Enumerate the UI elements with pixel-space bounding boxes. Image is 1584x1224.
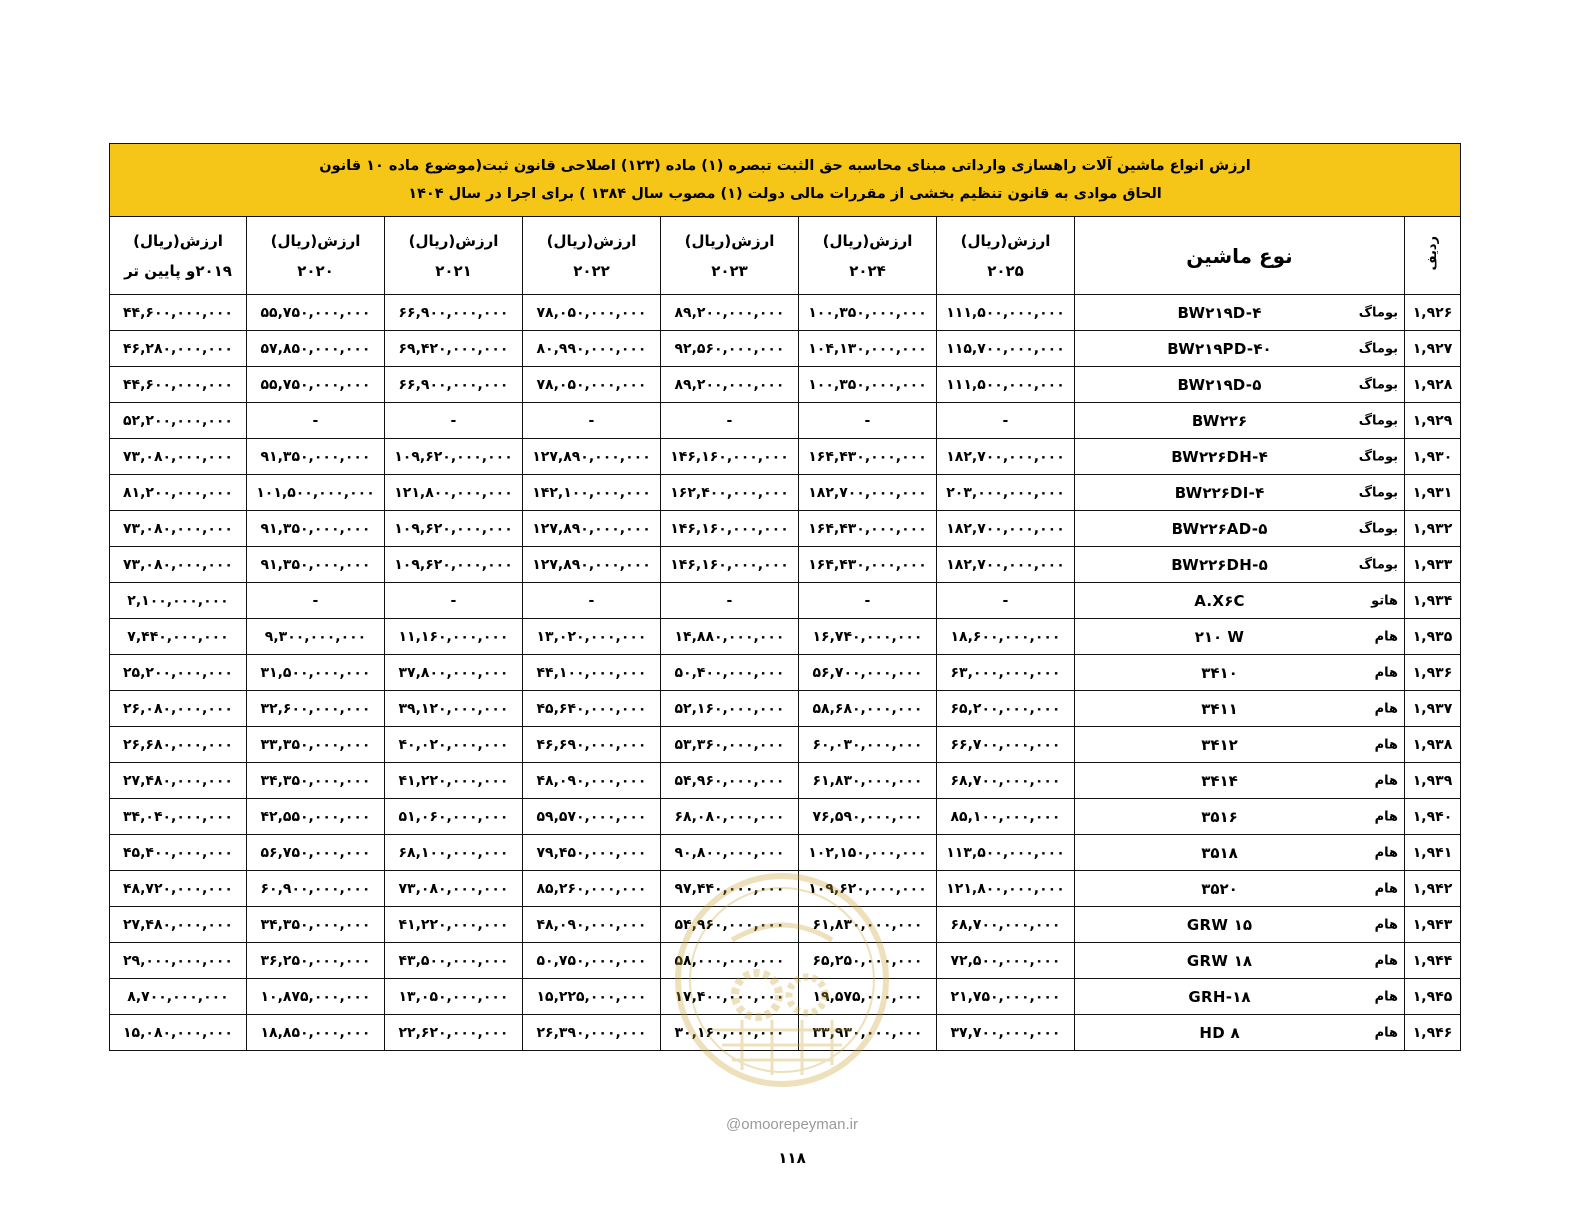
machine-brand: هام <box>1374 701 1398 716</box>
value-cell: ۱۶۴,۴۳۰,۰۰۰,۰۰۰ <box>799 439 937 475</box>
machine-type-cell <box>1075 1015 1405 1051</box>
value-cell: ۹۰,۸۰۰,۰۰۰,۰۰۰ <box>661 835 799 871</box>
row-index: ۱,۹۴۳ <box>1405 907 1461 943</box>
value-cell: ۹۱,۳۵۰,۰۰۰,۰۰۰ <box>247 547 385 583</box>
header-row <box>110 217 1461 295</box>
machine-brand: بوماگ <box>1358 377 1398 392</box>
header-year-2025: ارزش(ریال) ۲۰۲۵ <box>937 217 1075 295</box>
table-row <box>110 295 1461 331</box>
machine-brand: بوماگ <box>1358 521 1398 536</box>
value-cell: ۱۱,۱۶۰,۰۰۰,۰۰۰ <box>385 619 523 655</box>
value-cell: ۹۱,۳۵۰,۰۰۰,۰۰۰ <box>247 439 385 475</box>
value-cell: ۶۶,۹۰۰,۰۰۰,۰۰۰ <box>385 367 523 403</box>
header-year-2019-and-below: ارزش(ریال) ۲۰۱۹و پایین تر <box>110 217 247 295</box>
value-cell: ۱۱۳,۵۰۰,۰۰۰,۰۰۰ <box>937 835 1075 871</box>
value-cell: ۱۸,۶۰۰,۰۰۰,۰۰۰ <box>937 619 1075 655</box>
machine-type-cell <box>1075 439 1405 475</box>
value-cell: ۱۰۴,۱۳۰,۰۰۰,۰۰۰ <box>799 331 937 367</box>
value-cell: ۴۴,۶۰۰,۰۰۰,۰۰۰ <box>110 367 247 403</box>
header-year-2021: ارزش(ریال) ۲۰۲۱ <box>385 217 523 295</box>
value-cell: ۴۱,۲۲۰,۰۰۰,۰۰۰ <box>385 763 523 799</box>
table-row <box>110 691 1461 727</box>
row-index: ۱,۹۳۷ <box>1405 691 1461 727</box>
value-cell: ۱۲۱,۸۰۰,۰۰۰,۰۰۰ <box>937 871 1075 907</box>
table-row <box>110 439 1461 475</box>
header-year-2020: ارزش(ریال) ۲۰۲۰ <box>247 217 385 295</box>
value-cell: ۵۸,۶۸۰,۰۰۰,۰۰۰ <box>799 691 937 727</box>
value-cell: ۳۱,۵۰۰,۰۰۰,۰۰۰ <box>247 655 385 691</box>
value-cell: - <box>247 583 385 619</box>
machine-model: ۳۴۱۲ <box>1201 735 1238 754</box>
machine-model: ۲۱۰ W <box>1194 627 1245 646</box>
value-cell: - <box>799 403 937 439</box>
value-cell: ۳۷,۸۰۰,۰۰۰,۰۰۰ <box>385 655 523 691</box>
row-index: ۱,۹۴۱ <box>1405 835 1461 871</box>
value-cell: ۶۸,۰۸۰,۰۰۰,۰۰۰ <box>661 799 799 835</box>
row-index: ۱,۹۲۹ <box>1405 403 1461 439</box>
value-cell: ۲,۱۰۰,۰۰۰,۰۰۰ <box>110 583 247 619</box>
value-cell: ۶۸,۷۰۰,۰۰۰,۰۰۰ <box>937 907 1075 943</box>
page-number: ۱۱۸ <box>778 1149 806 1167</box>
machine-type-cell <box>1075 619 1405 655</box>
value-cell: ۱۲۷,۸۹۰,۰۰۰,۰۰۰ <box>523 511 661 547</box>
table-row <box>110 403 1461 439</box>
value-cell: ۷۸,۰۵۰,۰۰۰,۰۰۰ <box>523 295 661 331</box>
machine-model: BW۲۲۶ <box>1191 411 1248 430</box>
value-cell: ۵۴,۹۶۰,۰۰۰,۰۰۰ <box>661 763 799 799</box>
row-index: ۱,۹۳۳ <box>1405 547 1461 583</box>
machine-brand: بوماگ <box>1358 449 1398 464</box>
machine-type-cell <box>1075 943 1405 979</box>
machine-type-cell <box>1075 403 1405 439</box>
value-cell: ۲۹,۰۰۰,۰۰۰,۰۰۰ <box>110 943 247 979</box>
machine-brand: هام <box>1374 881 1398 896</box>
table-row <box>110 583 1461 619</box>
value-cell: ۳۷,۷۰۰,۰۰۰,۰۰۰ <box>937 1015 1075 1051</box>
value-cell: - <box>523 403 661 439</box>
value-cell: ۷۹,۴۵۰,۰۰۰,۰۰۰ <box>523 835 661 871</box>
value-cell: ۴۳,۵۰۰,۰۰۰,۰۰۰ <box>385 943 523 979</box>
table-row <box>110 799 1461 835</box>
value-cell: ۴۶,۶۹۰,۰۰۰,۰۰۰ <box>523 727 661 763</box>
value-cell: ۱۴۶,۱۶۰,۰۰۰,۰۰۰ <box>661 547 799 583</box>
table-row <box>110 511 1461 547</box>
row-index: ۱,۹۲۶ <box>1405 295 1461 331</box>
value-cell: ۷۲,۵۰۰,۰۰۰,۰۰۰ <box>937 943 1075 979</box>
machine-type-cell <box>1075 835 1405 871</box>
value-cell: ۴۶,۲۸۰,۰۰۰,۰۰۰ <box>110 331 247 367</box>
row-index: ۱,۹۳۵ <box>1405 619 1461 655</box>
machine-model: BW۲۲۶DH-۴ <box>1171 447 1268 466</box>
value-cell: ۱۰۰,۳۵۰,۰۰۰,۰۰۰ <box>799 367 937 403</box>
machine-type-cell <box>1075 979 1405 1015</box>
value-cell: ۶۳,۰۰۰,۰۰۰,۰۰۰ <box>937 655 1075 691</box>
value-cell: ۵۶,۷۰۰,۰۰۰,۰۰۰ <box>799 655 937 691</box>
machine-model: BW۲۲۶DI-۴ <box>1174 483 1265 502</box>
table-body <box>110 295 1461 1051</box>
value-cell: ۶۶,۹۰۰,۰۰۰,۰۰۰ <box>385 295 523 331</box>
machine-type-cell <box>1075 547 1405 583</box>
value-cell: ۲۲,۶۲۰,۰۰۰,۰۰۰ <box>385 1015 523 1051</box>
value-cell: ۶۹,۴۲۰,۰۰۰,۰۰۰ <box>385 331 523 367</box>
table-title <box>110 144 1461 217</box>
value-cell: ۵۰,۷۵۰,۰۰۰,۰۰۰ <box>523 943 661 979</box>
value-cell: ۵۵,۷۵۰,۰۰۰,۰۰۰ <box>247 367 385 403</box>
machine-model: ۳۴۱۴ <box>1201 771 1238 790</box>
row-index: ۱,۹۲۸ <box>1405 367 1461 403</box>
value-cell: - <box>799 583 937 619</box>
value-cell: ۹,۳۰۰,۰۰۰,۰۰۰ <box>247 619 385 655</box>
value-cell: ۲۵,۲۰۰,۰۰۰,۰۰۰ <box>110 655 247 691</box>
table-row <box>110 835 1461 871</box>
machine-model: BW۲۱۹D-۴ <box>1177 303 1262 322</box>
value-cell: ۴۸,۰۹۰,۰۰۰,۰۰۰ <box>523 763 661 799</box>
value-cell: ۶۶,۷۰۰,۰۰۰,۰۰۰ <box>937 727 1075 763</box>
value-cell: ۱۸۲,۷۰۰,۰۰۰,۰۰۰ <box>937 511 1075 547</box>
row-index: ۱,۹۳۰ <box>1405 439 1461 475</box>
value-cell: ۱۶,۷۴۰,۰۰۰,۰۰۰ <box>799 619 937 655</box>
value-cell: ۴۰,۰۲۰,۰۰۰,۰۰۰ <box>385 727 523 763</box>
machine-brand: هام <box>1374 1025 1398 1040</box>
value-cell: ۵۵,۷۵۰,۰۰۰,۰۰۰ <box>247 295 385 331</box>
value-cell: ۵۳,۳۶۰,۰۰۰,۰۰۰ <box>661 727 799 763</box>
value-cell: ۲۶,۶۸۰,۰۰۰,۰۰۰ <box>110 727 247 763</box>
machine-brand: هام <box>1374 665 1398 680</box>
value-cell: ۱۰۹,۶۲۰,۰۰۰,۰۰۰ <box>385 439 523 475</box>
value-cell: ۱۸۲,۷۰۰,۰۰۰,۰۰۰ <box>937 439 1075 475</box>
value-cell: ۲۷,۴۸۰,۰۰۰,۰۰۰ <box>110 907 247 943</box>
row-index: ۱,۹۴۶ <box>1405 1015 1461 1051</box>
value-cell: ۱۵,۰۸۰,۰۰۰,۰۰۰ <box>110 1015 247 1051</box>
table-row <box>110 871 1461 907</box>
value-cell: ۳۲,۶۰۰,۰۰۰,۰۰۰ <box>247 691 385 727</box>
value-cell: ۱۱۱,۵۰۰,۰۰۰,۰۰۰ <box>937 367 1075 403</box>
header-machine-type: نوع ماشین <box>1075 217 1405 295</box>
value-cell: ۴۵,۶۴۰,۰۰۰,۰۰۰ <box>523 691 661 727</box>
value-cell: ۵۹,۵۷۰,۰۰۰,۰۰۰ <box>523 799 661 835</box>
machine-type-cell <box>1075 799 1405 835</box>
value-cell: ۳۴,۳۵۰,۰۰۰,۰۰۰ <box>247 763 385 799</box>
value-cell: ۱۶۲,۴۰۰,۰۰۰,۰۰۰ <box>661 475 799 511</box>
value-cell: ۸۵,۲۶۰,۰۰۰,۰۰۰ <box>523 871 661 907</box>
value-cell: - <box>385 403 523 439</box>
value-cell: ۵۱,۰۶۰,۰۰۰,۰۰۰ <box>385 799 523 835</box>
value-cell: ۱۰۹,۶۲۰,۰۰۰,۰۰۰ <box>385 547 523 583</box>
value-cell: ۱۷,۴۰۰,۰۰۰,۰۰۰ <box>661 979 799 1015</box>
value-cell: ۶۰,۹۰۰,۰۰۰,۰۰۰ <box>247 871 385 907</box>
value-cell: ۱۹,۵۷۵,۰۰۰,۰۰۰ <box>799 979 937 1015</box>
machine-model: BW۲۱۹PD-۴۰ <box>1167 339 1272 358</box>
value-cell: ۹۷,۴۴۰,۰۰۰,۰۰۰ <box>661 871 799 907</box>
value-cell: ۷۳,۰۸۰,۰۰۰,۰۰۰ <box>110 439 247 475</box>
value-cell: ۶۱,۸۳۰,۰۰۰,۰۰۰ <box>799 763 937 799</box>
value-cell: ۴۵,۴۰۰,۰۰۰,۰۰۰ <box>110 835 247 871</box>
machine-brand: هام <box>1374 629 1398 644</box>
value-cell: ۱۲۷,۸۹۰,۰۰۰,۰۰۰ <box>523 547 661 583</box>
table-row <box>110 331 1461 367</box>
machine-model: ۳۴۱۱ <box>1201 699 1238 718</box>
row-index: ۱,۹۲۷ <box>1405 331 1461 367</box>
table-row <box>110 727 1461 763</box>
table-row <box>110 907 1461 943</box>
value-cell: ۱۴۶,۱۶۰,۰۰۰,۰۰۰ <box>661 511 799 547</box>
value-cell: ۶۵,۲۰۰,۰۰۰,۰۰۰ <box>937 691 1075 727</box>
value-cell: ۶۵,۲۵۰,۰۰۰,۰۰۰ <box>799 943 937 979</box>
machine-brand: هام <box>1374 809 1398 824</box>
value-cell: ۸۱,۲۰۰,۰۰۰,۰۰۰ <box>110 475 247 511</box>
machine-brand: بوماگ <box>1358 305 1398 320</box>
value-cell: ۷۶,۵۹۰,۰۰۰,۰۰۰ <box>799 799 937 835</box>
value-cell: ۷۸,۰۵۰,۰۰۰,۰۰۰ <box>523 367 661 403</box>
machine-model: ۳۵۱۸ <box>1201 843 1238 862</box>
value-cell: ۸۰,۹۹۰,۰۰۰,۰۰۰ <box>523 331 661 367</box>
value-cell: ۱۰۰,۳۵۰,۰۰۰,۰۰۰ <box>799 295 937 331</box>
value-cell: ۱۳,۰۵۰,۰۰۰,۰۰۰ <box>385 979 523 1015</box>
machine-type-cell <box>1075 475 1405 511</box>
table-row <box>110 367 1461 403</box>
value-cell: ۳۳,۳۵۰,۰۰۰,۰۰۰ <box>247 727 385 763</box>
value-cell: ۳۳,۹۳۰,۰۰۰,۰۰۰ <box>799 1015 937 1051</box>
row-index: ۱,۹۳۲ <box>1405 511 1461 547</box>
value-cell: - <box>385 583 523 619</box>
machine-model: HD ۸ <box>1199 1023 1240 1042</box>
value-cell: ۵۰,۴۰۰,۰۰۰,۰۰۰ <box>661 655 799 691</box>
value-cell: ۵۷,۸۵۰,۰۰۰,۰۰۰ <box>247 331 385 367</box>
machine-brand: هام <box>1374 845 1398 860</box>
value-cell: ۷۳,۰۸۰,۰۰۰,۰۰۰ <box>110 547 247 583</box>
value-cell: ۱۰۹,۶۲۰,۰۰۰,۰۰۰ <box>799 871 937 907</box>
machine-brand: هاتو <box>1371 593 1398 608</box>
value-cell: ۱۲۷,۸۹۰,۰۰۰,۰۰۰ <box>523 439 661 475</box>
value-cell: ۳۹,۱۲۰,۰۰۰,۰۰۰ <box>385 691 523 727</box>
header-radif: ردیف <box>1405 217 1461 295</box>
value-cell: ۱۴۶,۱۶۰,۰۰۰,۰۰۰ <box>661 439 799 475</box>
machine-model: A.X۶C <box>1194 591 1245 610</box>
table-title-line-1: ارزش انواع ماشین آلات راهسازی وارداتی مبنای محاسبه حق الثبت تبصره (۱) ماده (۱۲۳) اصلاحی قانون ثبت(موضوع ماده ۱۰ قانون <box>319 158 1251 174</box>
value-cell: ۴۱,۲۲۰,۰۰۰,۰۰۰ <box>385 907 523 943</box>
table-row <box>110 943 1461 979</box>
value-cell: ۱۸۲,۷۰۰,۰۰۰,۰۰۰ <box>799 475 937 511</box>
table-row <box>110 763 1461 799</box>
machine-brand: بوماگ <box>1358 485 1398 500</box>
value-cell: ۶۰,۰۳۰,۰۰۰,۰۰۰ <box>799 727 937 763</box>
value-cell: ۱۰۱,۵۰۰,۰۰۰,۰۰۰ <box>247 475 385 511</box>
header-year-2023: ارزش(ریال) ۲۰۲۳ <box>661 217 799 295</box>
value-cell: ۱۰,۸۷۵,۰۰۰,۰۰۰ <box>247 979 385 1015</box>
value-cell: ۳۴,۰۴۰,۰۰۰,۰۰۰ <box>110 799 247 835</box>
value-cell: ۶۸,۱۰۰,۰۰۰,۰۰۰ <box>385 835 523 871</box>
value-cell: ۱۰۲,۱۵۰,۰۰۰,۰۰۰ <box>799 835 937 871</box>
value-cell: ۹۱,۳۵۰,۰۰۰,۰۰۰ <box>247 511 385 547</box>
value-cell: ۵۶,۷۵۰,۰۰۰,۰۰۰ <box>247 835 385 871</box>
value-cell: - <box>937 403 1075 439</box>
value-cell: ۷,۴۴۰,۰۰۰,۰۰۰ <box>110 619 247 655</box>
value-cell: - <box>937 583 1075 619</box>
value-cell: ۱۶۴,۴۳۰,۰۰۰,۰۰۰ <box>799 547 937 583</box>
value-cell: ۴۲,۵۵۰,۰۰۰,۰۰۰ <box>247 799 385 835</box>
machine-brand: هام <box>1374 773 1398 788</box>
value-cell: ۲۶,۰۸۰,۰۰۰,۰۰۰ <box>110 691 247 727</box>
value-cell: ۴۸,۷۲۰,۰۰۰,۰۰۰ <box>110 871 247 907</box>
machine-type-cell <box>1075 367 1405 403</box>
value-cell: ۱۴۲,۱۰۰,۰۰۰,۰۰۰ <box>523 475 661 511</box>
value-cell: ۱۱۵,۷۰۰,۰۰۰,۰۰۰ <box>937 331 1075 367</box>
row-index: ۱,۹۳۹ <box>1405 763 1461 799</box>
machine-brand: بوماگ <box>1358 557 1398 572</box>
machine-model: GRW ۱۵ <box>1186 915 1253 934</box>
value-cell: ۹۲,۵۶۰,۰۰۰,۰۰۰ <box>661 331 799 367</box>
value-cell: ۳۰,۱۶۰,۰۰۰,۰۰۰ <box>661 1015 799 1051</box>
value-cell: ۳۴,۳۵۰,۰۰۰,۰۰۰ <box>247 907 385 943</box>
value-cell: ۴۴,۶۰۰,۰۰۰,۰۰۰ <box>110 295 247 331</box>
table-row <box>110 1015 1461 1051</box>
machine-brand: بوماگ <box>1358 413 1398 428</box>
machine-type-cell <box>1075 727 1405 763</box>
value-cell: ۱۶۴,۴۳۰,۰۰۰,۰۰۰ <box>799 511 937 547</box>
header-year-2024: ارزش(ریال) ۲۰۲۴ <box>799 217 937 295</box>
value-cell: ۶۸,۷۰۰,۰۰۰,۰۰۰ <box>937 763 1075 799</box>
value-cell: ۱۰۹,۶۲۰,۰۰۰,۰۰۰ <box>385 511 523 547</box>
machine-model: ۳۵۲۰ <box>1201 879 1238 898</box>
machine-model: ۳۴۱۰ <box>1201 663 1238 682</box>
row-index: ۱,۹۴۵ <box>1405 979 1461 1015</box>
row-index: ۱,۹۴۰ <box>1405 799 1461 835</box>
value-cell: ۲۷,۴۸۰,۰۰۰,۰۰۰ <box>110 763 247 799</box>
row-index: ۱,۹۳۸ <box>1405 727 1461 763</box>
machine-type-cell <box>1075 871 1405 907</box>
row-index: ۱,۹۳۶ <box>1405 655 1461 691</box>
value-cell: ۱۲۱,۸۰۰,۰۰۰,۰۰۰ <box>385 475 523 511</box>
value-cell: - <box>523 583 661 619</box>
value-cell: ۸۹,۲۰۰,۰۰۰,۰۰۰ <box>661 367 799 403</box>
table-row <box>110 619 1461 655</box>
value-cell: ۴۸,۰۹۰,۰۰۰,۰۰۰ <box>523 907 661 943</box>
machine-type-cell <box>1075 583 1405 619</box>
value-cell: ۸,۷۰۰,۰۰۰,۰۰۰ <box>110 979 247 1015</box>
machine-model: GRW ۱۸ <box>1186 951 1253 970</box>
value-cell: ۷۳,۰۸۰,۰۰۰,۰۰۰ <box>110 511 247 547</box>
value-cell: ۵۸,۰۰۰,۰۰۰,۰۰۰ <box>661 943 799 979</box>
value-cell: ۳۶,۲۵۰,۰۰۰,۰۰۰ <box>247 943 385 979</box>
machine-type-cell <box>1075 511 1405 547</box>
value-cell: ۱۸۲,۷۰۰,۰۰۰,۰۰۰ <box>937 547 1075 583</box>
machine-brand: بوماگ <box>1358 341 1398 356</box>
machine-brand: هام <box>1374 989 1398 1004</box>
value-cell: ۱۴,۸۸۰,۰۰۰,۰۰۰ <box>661 619 799 655</box>
machine-brand: هام <box>1374 737 1398 752</box>
row-index: ۱,۹۳۱ <box>1405 475 1461 511</box>
machine-model: GRH-۱۸ <box>1188 987 1251 1006</box>
row-index: ۱,۹۳۴ <box>1405 583 1461 619</box>
machine-model: BW۲۲۶AD-۵ <box>1171 519 1268 538</box>
machine-type-cell <box>1075 691 1405 727</box>
row-index: ۱,۹۴۲ <box>1405 871 1461 907</box>
value-cell: - <box>661 403 799 439</box>
machine-brand: هام <box>1374 953 1398 968</box>
value-cell: ۵۴,۹۶۰,۰۰۰,۰۰۰ <box>661 907 799 943</box>
price-table-sheet <box>109 143 1460 1051</box>
machine-type-cell <box>1075 907 1405 943</box>
value-cell: ۷۳,۰۸۰,۰۰۰,۰۰۰ <box>385 871 523 907</box>
value-cell: ۱۸,۸۵۰,۰۰۰,۰۰۰ <box>247 1015 385 1051</box>
value-cell: ۶۱,۸۳۰,۰۰۰,۰۰۰ <box>799 907 937 943</box>
machine-type-cell <box>1075 655 1405 691</box>
machine-type-cell <box>1075 295 1405 331</box>
value-cell: ۸۵,۱۰۰,۰۰۰,۰۰۰ <box>937 799 1075 835</box>
machine-type-cell <box>1075 331 1405 367</box>
table-row <box>110 979 1461 1015</box>
value-cell: ۵۲,۲۰۰,۰۰۰,۰۰۰ <box>110 403 247 439</box>
table-row <box>110 655 1461 691</box>
table-row <box>110 547 1461 583</box>
machine-type-cell <box>1075 763 1405 799</box>
value-cell: ۲۰۳,۰۰۰,۰۰۰,۰۰۰ <box>937 475 1075 511</box>
value-cell: ۴۴,۱۰۰,۰۰۰,۰۰۰ <box>523 655 661 691</box>
value-cell: - <box>661 583 799 619</box>
machine-model: BW۲۲۶DH-۵ <box>1171 555 1268 574</box>
header-year-2022: ارزش(ریال) ۲۰۲۲ <box>523 217 661 295</box>
machine-model: ۳۵۱۶ <box>1201 807 1238 826</box>
value-cell: ۲۶,۳۹۰,۰۰۰,۰۰۰ <box>523 1015 661 1051</box>
table-title-line-2: الحاق موادی به قانون تنظیم بخشی از مقررات مالی دولت (۱) مصوب سال ۱۳۸۴ ) برای اجرا در سال ۱۴۰۴ <box>408 186 1162 202</box>
value-cell: ۸۹,۲۰۰,۰۰۰,۰۰۰ <box>661 295 799 331</box>
footer-website: @omoorepeyman.ir <box>726 1116 858 1133</box>
value-cell: ۱۳,۰۲۰,۰۰۰,۰۰۰ <box>523 619 661 655</box>
value-cell: ۱۱۱,۵۰۰,۰۰۰,۰۰۰ <box>937 295 1075 331</box>
table-row <box>110 475 1461 511</box>
value-cell: ۱۵,۲۲۵,۰۰۰,۰۰۰ <box>523 979 661 1015</box>
machine-brand: هام <box>1374 917 1398 932</box>
row-index: ۱,۹۴۴ <box>1405 943 1461 979</box>
value-cell: - <box>247 403 385 439</box>
value-cell: ۵۲,۱۶۰,۰۰۰,۰۰۰ <box>661 691 799 727</box>
machine-model: BW۲۱۹D-۵ <box>1177 375 1262 394</box>
value-cell: ۲۱,۷۵۰,۰۰۰,۰۰۰ <box>937 979 1075 1015</box>
machine-value-table <box>109 143 1461 1051</box>
